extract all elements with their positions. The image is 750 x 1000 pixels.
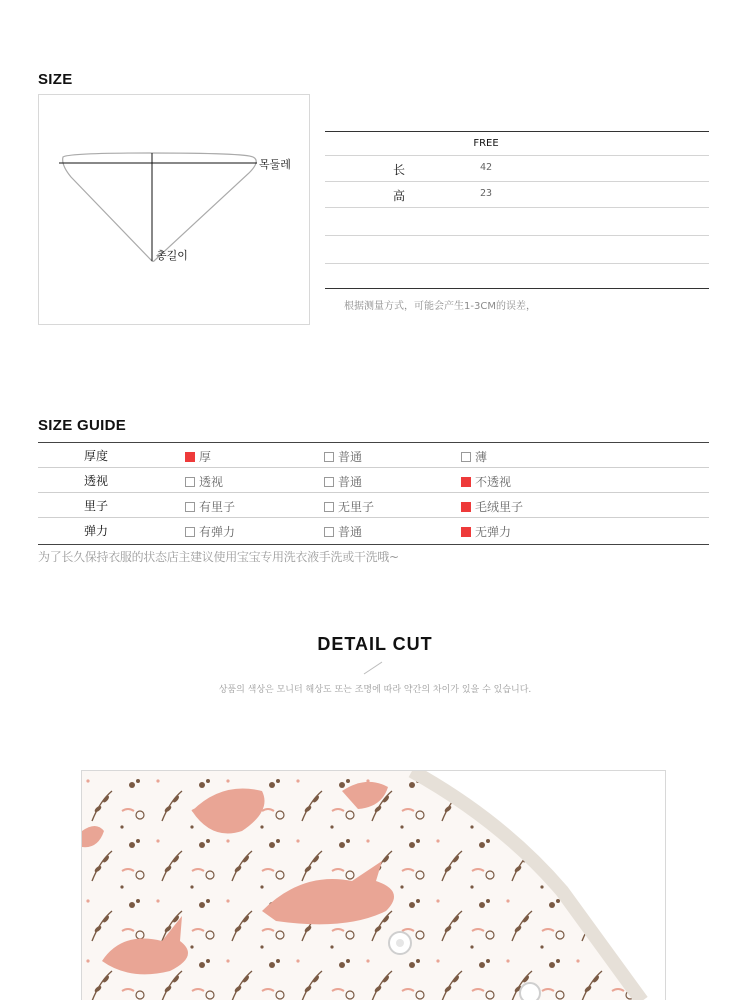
table-row-empty: [325, 208, 709, 236]
guide-option: [461, 523, 511, 540]
checkbox-icon: [461, 477, 471, 487]
option-label: 无弹力: [475, 525, 512, 539]
checkbox-icon: [324, 527, 334, 537]
checkbox-icon: [461, 527, 471, 537]
title-divider-line: [362, 660, 386, 676]
checkbox-icon: [324, 452, 334, 462]
table-row: [38, 493, 709, 518]
guide-option: [461, 498, 523, 515]
option-label: 透视: [199, 475, 224, 489]
size-table-header: [325, 131, 709, 156]
detail-cut-title: DETAIL CUT: [317, 634, 433, 654]
guide-option: [324, 498, 374, 515]
size-row-value: 42: [479, 162, 493, 173]
guide-row-label: 里子: [84, 499, 109, 513]
table-row: [325, 182, 709, 208]
guide-option: [185, 498, 235, 515]
checkbox-icon: [185, 477, 195, 487]
guide-row-label: 弹力: [84, 524, 109, 538]
option-label: 无里子: [338, 500, 375, 514]
option-label: 薄: [475, 450, 488, 464]
checkbox-icon: [185, 452, 195, 462]
size-row-label: 高: [392, 189, 405, 203]
guide-option: [185, 473, 223, 490]
table-row: [38, 518, 709, 544]
table-row-empty: [325, 264, 709, 289]
guide-option: [324, 473, 362, 490]
size-guide-table: [38, 442, 709, 545]
option-label: 有里子: [199, 500, 236, 514]
guide-option: [185, 523, 235, 540]
color-disclaimer-note: 상품의 색상은 모니터 해상도 또는 조명에 따라 약간의 차이가 있을 수 있습니다.: [218, 685, 532, 695]
option-label: 毛绒里子: [475, 500, 524, 514]
size-row-value: 23: [479, 188, 493, 199]
bib-outline-diagram: [39, 95, 311, 326]
guide-option: [461, 448, 487, 465]
guide-row-label: 厚度: [84, 449, 109, 463]
option-label: 普通: [338, 450, 363, 464]
size-guide-title: SIZE GUIDE: [38, 417, 127, 434]
guide-option: [324, 448, 362, 465]
size-diagram: [38, 94, 310, 325]
option-label: 不透视: [475, 475, 512, 489]
table-row: [38, 468, 709, 493]
guide-option: [185, 448, 211, 465]
checkbox-icon: [461, 502, 471, 512]
neck-circumference-label: 목둘레: [259, 158, 291, 171]
size-free-header: FREE: [473, 138, 499, 149]
checkbox-icon: [324, 477, 334, 487]
size-table: [325, 131, 709, 289]
size-row-label: 长: [392, 163, 405, 177]
table-row-empty: [325, 236, 709, 264]
checkbox-icon: [324, 502, 334, 512]
table-row: [325, 156, 709, 182]
checkbox-icon: [185, 527, 195, 537]
total-length-label: 총길이: [156, 249, 188, 262]
size-measurement-note: 根据测量方式，可能会产生1-3CM的误差，: [344, 301, 536, 312]
bib-fabric-image: [82, 771, 666, 1000]
option-label: 普通: [338, 525, 363, 539]
guide-row-label: 透视: [84, 474, 109, 488]
care-instruction-note: 为了长久保持衣服的状态店主建议使用宝宝专用洗衣液手洗或干洗哦~: [38, 550, 399, 564]
option-label: 普通: [338, 475, 363, 489]
checkbox-icon: [461, 452, 471, 462]
checkbox-icon: [185, 502, 195, 512]
option-label: 有弹力: [199, 525, 236, 539]
table-row: [38, 443, 709, 468]
size-section-title: SIZE: [38, 71, 73, 88]
guide-option: [324, 523, 362, 540]
guide-option: [461, 473, 511, 490]
option-label: 厚: [199, 450, 212, 464]
product-detail-photo: [81, 770, 666, 1000]
